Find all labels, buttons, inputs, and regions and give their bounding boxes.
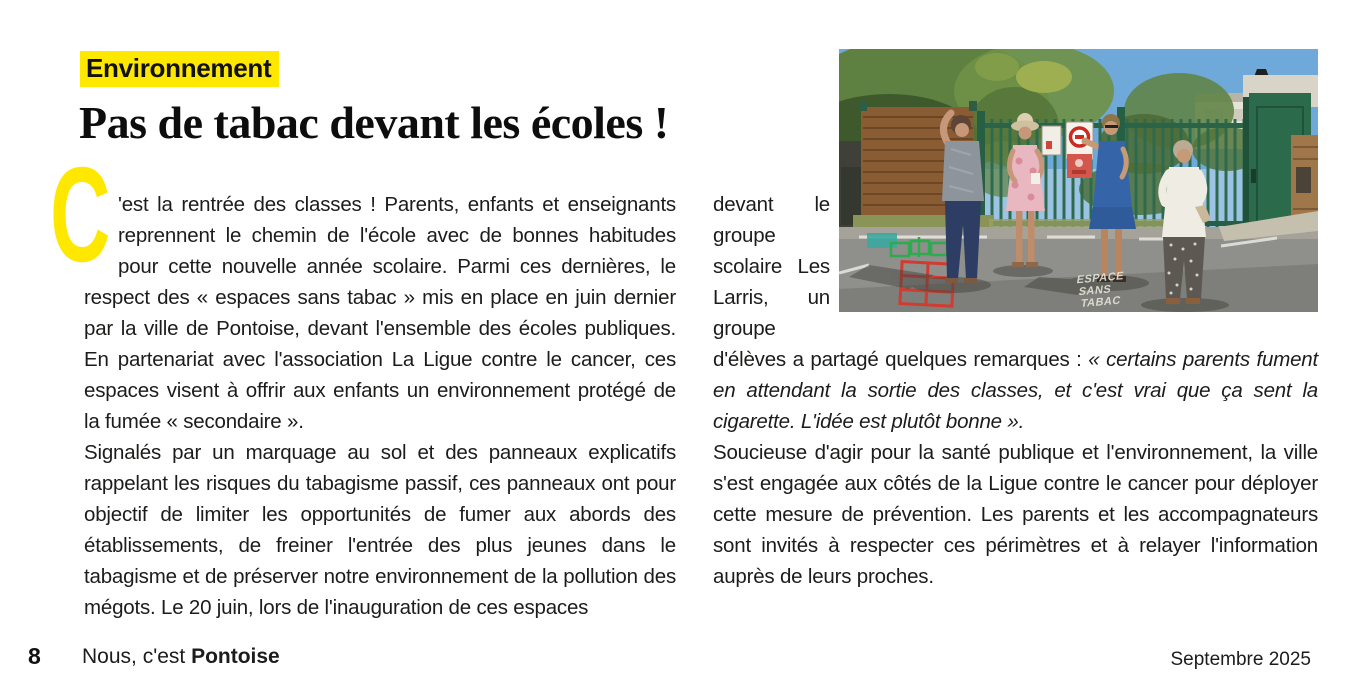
article-paragraph-2: Signalés par un marquage au sol et des panneaux explicatifs rappelant les risques du tabagisme passif, ces panneaux ont pour objectif de limiter les opportunités de fumer aux abords des établissements, de freiner l'entrée des plus jeunes dans le tabagisme et de préserver notre environnement de la pollution des mégots. Le 20 juin, lors de l'inauguration de ces espaces	[84, 441, 676, 619]
article-paragraph-1	[84, 189, 676, 437]
section-kicker: Environnement	[80, 51, 279, 87]
photo-no-smoking-sign	[1066, 122, 1093, 178]
pupils-quote: « certains parents fument en attendant la sortie des classes, et c'est vrai que ça sent la cigarette. L'idée est plutôt bonne ».	[713, 348, 1318, 433]
footer-magazine-title	[82, 645, 280, 669]
photo-poster-white	[1042, 126, 1061, 155]
article-paragraph-4: Soucieuse d'agir pour la santé publique et l'environnement, la ville s'est engagée aux côtés de la Ligue contre le cancer pour déployer cette mesure de prévention. Les parents et les accompagnateurs sont invités à respecter ces périmètres et à relayer l'information auprès de leurs proches.	[713, 441, 1318, 588]
dropcap-letter: C	[50, 139, 111, 290]
svg-text:TABAC: TABAC	[1079, 294, 1122, 311]
paragraph-text: 'est la rentrée des classes ! Parents, enfants et enseignants reprennent le chemin de l'école avec de bonnes habitudes pour cette nouvelle année scolaire. Parmi ces dernières, le respect des « espaces sans tabac » mis en place en juin dernier par la ville de Pontoise, devant l'ensemble des écoles publiques. En partenariat avec l'association La Ligue contre le cancer, ces espaces visent à offrir aux enfants un environnement protégé de la fumée « secondaire ».	[84, 193, 676, 433]
svg-text:ESPACE: ESPACE	[1075, 270, 1125, 287]
footer-magazine-prefix: Nous, c'est	[82, 645, 192, 668]
paragraph-text: devant le groupe scolaire Les Larris, un groupe d'élèves a partagé quelques remarques :	[713, 193, 1089, 371]
article-column-left	[84, 189, 676, 623]
article-photo	[839, 49, 1318, 312]
dropcap-spacer	[84, 189, 118, 252]
footer-issue-date: Septembre 2025	[1170, 649, 1311, 670]
svg-text:SANS: SANS	[1077, 283, 1113, 299]
footer-magazine-name: Pontoise	[191, 645, 280, 668]
article-title: Pas de tabac devant les écoles !	[79, 97, 669, 148]
footer-page-number: 8	[28, 643, 41, 669]
